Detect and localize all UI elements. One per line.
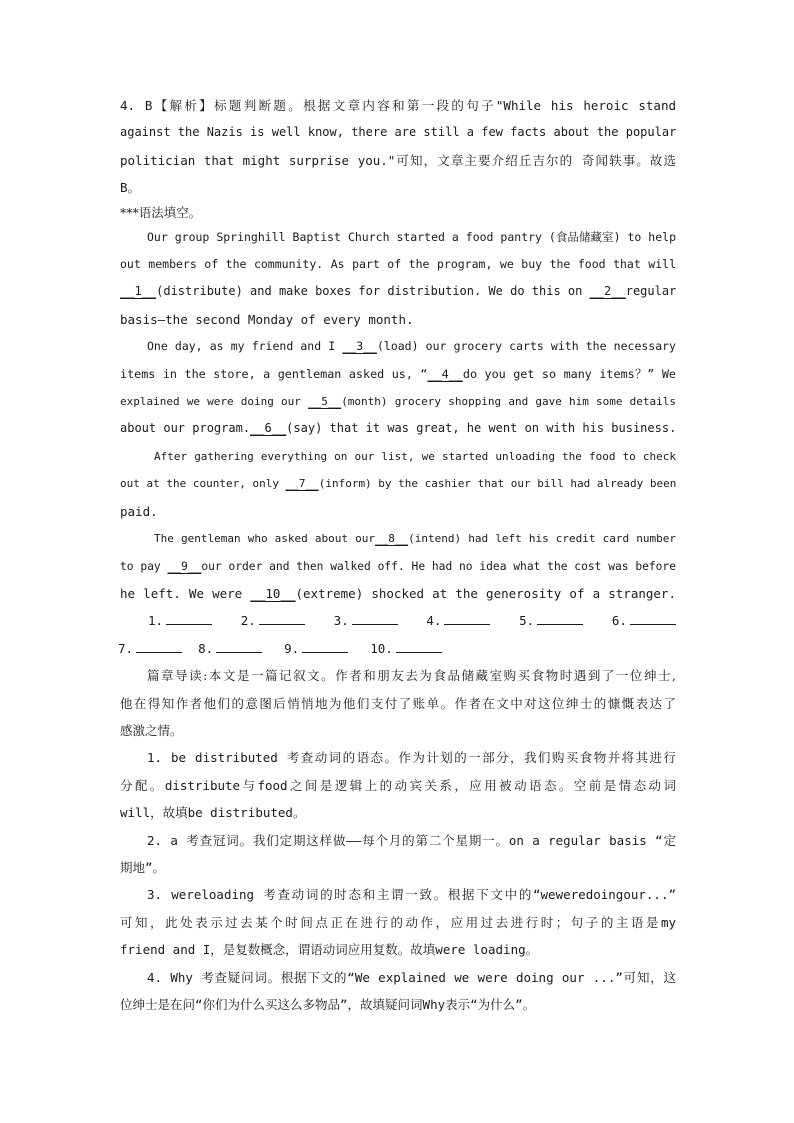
passage-p2-line-3 (120, 388, 676, 415)
guide-line-2: 他在得知作者他们的意图后悄悄地为他们支付了账单。作者在文中对这位绅士的慷慨表达了 (120, 695, 676, 711)
answer-blank-8[interactable] (198, 635, 262, 662)
blank-number: 10. (370, 640, 393, 656)
blank-9: __9__ (167, 559, 202, 573)
passage-text: to pay (120, 559, 168, 573)
passage-p4-line-3 (120, 580, 676, 607)
passage-text: (inform) by the cashier that our bill had already been (318, 477, 677, 491)
answer4-line-1: 4. B【解析】标题判断题。根据文章内容和第一段的句子"While his heroic stand (120, 98, 676, 113)
passage-text: out at the counter, only (120, 477, 286, 491)
page-content (120, 92, 676, 1018)
blank-line (396, 638, 442, 653)
answer4-line-3: politician that might surprise you."可知，文章主要介绍丘吉尔的 奇闻轶事。故选 (120, 152, 676, 168)
blank-line (136, 638, 182, 653)
blank-line (444, 610, 490, 625)
section-title: ***语法填空。 (120, 204, 202, 220)
blank-8: __8__ (375, 532, 409, 546)
passage-text: items in the store, a gentleman asked us, “ (120, 366, 428, 381)
blank-7: __7__ (285, 477, 319, 491)
passage-p1-line-1: Our group Springhill Baptist Church started a food pantry (食品储藏室) to help (147, 229, 676, 244)
passage-text: (month) grocery shopping and gave him some details (341, 395, 676, 409)
blank-number: 3. (333, 613, 349, 629)
blank-line (216, 638, 262, 653)
blank-10: __10__ (250, 585, 296, 601)
blank-number: 9. (284, 640, 300, 656)
answer-4-line-2: 位绅士是在问“你们为什么买这么多物品”，故填疑问词Why表示“为什么”。 (120, 997, 536, 1012)
passage-text: explained we were doing our (120, 395, 309, 409)
passage-p2-line-2 (120, 361, 676, 388)
blank-line (259, 610, 305, 625)
answer-blank-3[interactable] (334, 607, 398, 634)
passage-p3-line-3: paid. (120, 503, 158, 519)
blank-number: 2. (240, 613, 256, 629)
passage-p2-line-4 (120, 415, 676, 442)
answer-blank-4[interactable] (426, 607, 490, 634)
blank-6: __6__ (250, 421, 287, 436)
blank-line (537, 610, 583, 625)
passage-text: (load) our grocery carts with the necessary (376, 339, 676, 354)
passage-text: (say) that it was great, he went on with his business. (286, 421, 677, 436)
passage-p3-line-1: After gathering everything on our list, we started unloading the food to check (154, 449, 676, 463)
passage-p1-line-2: out members of the community. As part of the program, we buy the food that will (120, 257, 676, 272)
answer-blank-5[interactable] (519, 607, 583, 634)
answer-1-line-3: will，故填be distributed。 (120, 805, 306, 821)
passage-p1-line-3 (120, 278, 676, 305)
answer-3-line-3: friend and I，是复数概念，谓语动词应用复数。故填were loading。 (120, 942, 539, 958)
passage-p4-line-1 (120, 525, 676, 552)
passage-text: do you get so many items？” We (462, 366, 677, 381)
answer-blank-1[interactable] (148, 607, 212, 634)
blank-line (166, 610, 212, 625)
passage-text: our order and then walked off. He had no idea what the cost was before (201, 559, 676, 573)
answer4-line-4: B。 (120, 180, 141, 196)
blank-number: 1. (148, 613, 164, 629)
answer-blank-6[interactable] (612, 607, 676, 634)
answer-2-line-2: 期地”。 (120, 859, 166, 875)
answer-blank-2[interactable] (241, 607, 305, 634)
guide-line-1: 篇章导读:本文是一篇记叙文。作者和朋友去为食品储藏室购买食物时遇到了一位绅士, (147, 668, 676, 684)
answer-blank-7[interactable] (118, 635, 182, 662)
guide-line-3: 感激之情。 (120, 722, 183, 738)
blank-2: __2__ (589, 284, 626, 299)
passage-text: regular (625, 284, 677, 299)
blank-line (302, 638, 348, 653)
passage-text: One day, as my friend and I (147, 339, 343, 354)
blank-line (630, 610, 676, 625)
blank-4: __4__ (427, 366, 463, 381)
passage-text: about our program. (120, 421, 251, 436)
passage-text: (extreme) shocked at the generosity of a stranger. (295, 585, 676, 601)
answer-2-line-1: 2. a 考查冠词。我们定期这样做——每个月的第二个星期一。on a regular basis “定 (147, 832, 676, 848)
passage-text: The gentleman who asked about our (154, 532, 376, 546)
blank-number: 5. (519, 613, 535, 629)
blank-5: __5__ (308, 395, 342, 409)
answer-blank-9[interactable] (284, 635, 348, 662)
answer-1-line-1: 1. be distributed 考查动词的语态。作为计划的一部分，我们购买食物并将其进行 (147, 750, 676, 766)
passage-text: (intend) had left his credit card number (408, 532, 677, 546)
answer4-line-2: against the Nazis is well know, there are still a few facts about the popular (120, 125, 677, 140)
blank-3: __3__ (342, 339, 377, 354)
blank-1: __1__ (120, 284, 157, 299)
answer-blanks-row-2 (118, 635, 676, 662)
passage-p3-line-2 (120, 470, 676, 497)
blank-line (352, 610, 398, 625)
blank-number: 8. (198, 640, 214, 656)
blank-number: 6. (611, 613, 627, 629)
passage-p4-line-2 (120, 553, 676, 580)
answer-4-line-1: 4. Why 考查疑问词。根据下文的“We explained we were doing our ...”可知，这 (147, 969, 676, 985)
answer-1-line-2: 分配。distribute与food之间是逻辑上的动宾关系，应用被动语态。空前是情态动词 (120, 777, 676, 793)
passage-p1-line-4: basis—the second Monday of every month. (120, 311, 414, 327)
answer-3-line-1: 3. wereloading 考查动词的时态和主谓一致。根据下文中的“weweredoingour...” (147, 887, 676, 903)
answer-blank-10[interactable] (370, 635, 442, 662)
passage-text: he left. We were (120, 585, 251, 601)
answer-3-line-2: 可知，此处表示过去某个时间点正在进行的动作，应用过去进行时；句子的主语是my (120, 914, 676, 930)
blank-number: 4. (426, 613, 442, 629)
blank-number: 7. (118, 640, 134, 656)
answer-blanks-row-1 (120, 607, 676, 634)
passage-text: (distribute) and make boxes for distribution. We do this on (156, 284, 590, 299)
passage-p2-line-1 (120, 333, 676, 360)
